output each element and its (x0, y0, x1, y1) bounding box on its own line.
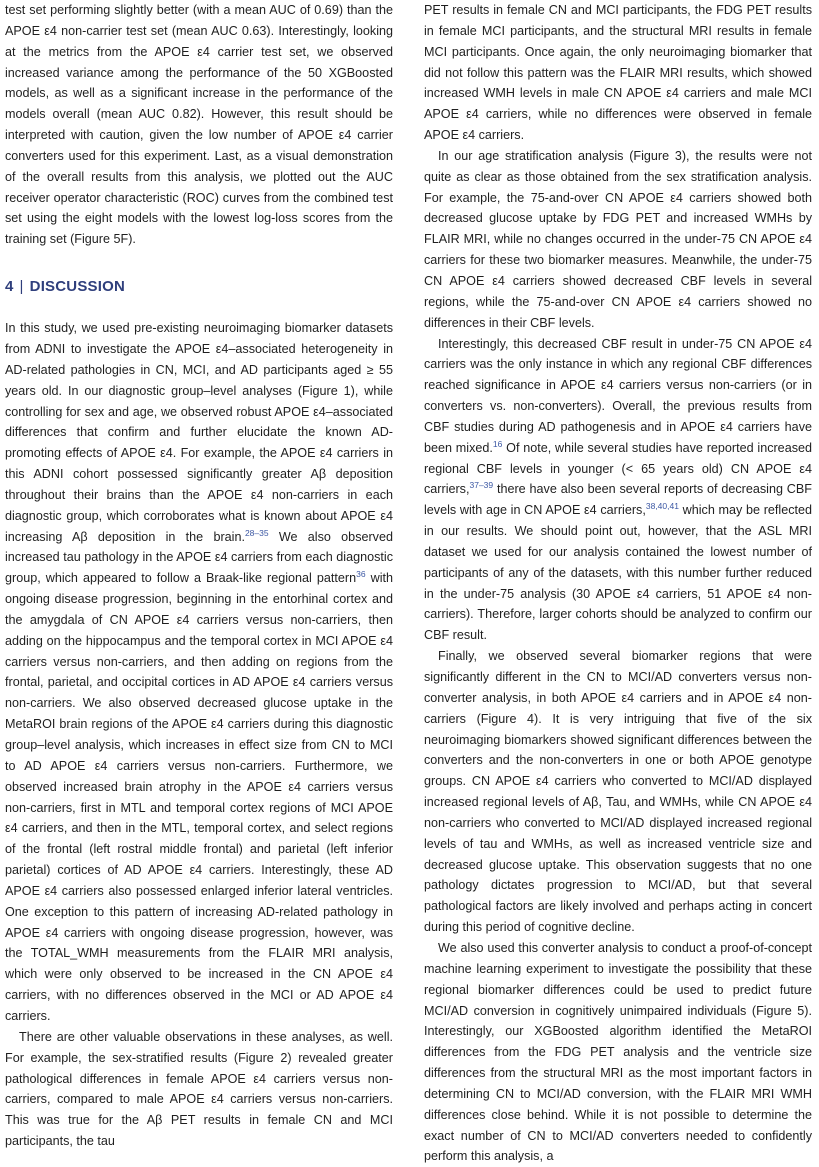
discussion-p4-text-a: Interestingly, this decreased CBF result in under-75 CN APOE ε4 carriers was the only instance in which any regional CBF differences reached significance in APOE ε4 carriers versus non-carriers (or in converters vs. non-converters). Overall, the previous results from CBF studies during AD pathogenesis and in APOE ε4 carriers have been mixed. (424, 336, 812, 455)
discussion-p4-text-c: there have also been several reports of decreasing CBF levels with age in CN APOE ε4 carriers, (424, 482, 812, 518)
citation-38-40-41[interactable]: 38,40,41 (645, 501, 679, 512)
discussion-paragraph-4 (424, 334, 812, 647)
discussion-paragraph-3: In our age stratification analysis (Figure 3), the results were not quite as clear as those obtained from the sex stratification analysis. For example, the 75-and-over CN APOE ε4 carriers showed both decreased glucose uptake by FDG PET and increased WMHs by FLAIR MRI, while no changes occurred in the under-75 CN APOE ε4 carriers for these two biomarker measures. Meanwhile, the under-75 CN APOE ε4 carriers showed decreased CBF levels in several regions, while the 75-and-over CN APOE ε4 carriers showed no differences in their CBF levels. (424, 148, 812, 330)
citation-37-39[interactable]: 37–39 (469, 480, 494, 491)
section-title: DISCUSSION (29, 278, 126, 296)
discussion-p4-text-b: Of note, while several studies have reported increased regional CBF levels in younger (< 65 years old) CN APOE ε4 carriers, (424, 440, 812, 497)
discussion-paragraph-6: We also used this converter analysis to conduct a proof-of-concept machine learning experiment to investigate the possibility that these regional biomarker differences could be used to predict future MCI/AD conversion in cognitively unimpaired individuals (Figure 5). Interestingly, our XGBoosted algorithm identified the MetaROI differences from the FDG PET analysis and the ventricle size differences from the structural MRI as the most important factors in determining CN to MCI/AD conversion, with the FLAIR MRI WMH differences close behind. While it is not possible to determine the exact number of CN to MCI/AD converters needed to confidently perform this analysis, a (424, 940, 812, 1164)
left-column (5, 0, 393, 1152)
discussion-p4-text-d: which may be reflected in our results. We should point out, however, that the ASL MRI dataset we used for our analysis contained the lowest number of participants of any of the datasets, with this number further reduced in the under-75 analysis (30 APOE ε4 carriers, 51 APOE ε4 non-carriers). Therefore, larger cohorts should be analyzed to confirm our CBF result. (424, 503, 813, 643)
discussion-p1-text-b: We also observed increased tau pathology in the APOE ε4 carriers from each diagnostic group, which appeared to follow a Braak-like regional pattern (5, 529, 393, 586)
right-column (424, 0, 812, 1167)
discussion-paragraph-5: Finally, we observed several biomarker regions that were significantly different in the CN to MCI/AD converters versus non-converter analysis, in both APOE ε4 carriers and in APOE ε4 non-carriers (Figure 4). It is very intriguing that five of the six neuroimaging biomarkers showed significant differences between the converters and the non-converters in one or both APOE genotype groups. CN APOE ε4 carriers who converted to MCI/AD displayed increased regional levels of Aβ, Tau, and WMHs, while CN APOE ε4 non-carriers who converted to MCI/AD displayed increased regional levels of tau and WMHs, as well as increased ventricle size and decreased glucose uptake. This observation suggests that no one pathology dictates progression to MCI/AD, but that several pathological factors are likely involved and perhaps acting in concert during this period of cognitive decline. (424, 649, 812, 935)
discussion-p1-text-c: with ongoing disease progression, beginning in the entorhinal cortex and the amygdala of CN APOE ε4 carriers versus non-carriers, then adding on the hippocampus and the temporal cortex in MCI APOE ε4 carriers versus non-carriers, and then adding on regions from the frontal, parietal, and occipital cortices in AD APOE ε4 carriers versus non-carriers. We also observed decreased glucose uptake in the MetaROI brain regions of the APOE ε4 carriers during this diagnostic group–level analysis, which increases in effect size from CN to MCI to AD APOE ε4 carriers versus non-carriers. Furthermore, we observed increased brain atrophy in the APOE ε4 carriers versus non-carriers, first in MTL and temporal cortex regions of MCI APOE ε4 carriers, and then in the MTL, temporal cortex, and select regions of the frontal (left rostral middle frontal) and parietal (left inferior parietal) cortices of AD APOE ε4 carriers. Interestingly, these AD APOE ε4 carriers also possessed enlarged inferior lateral ventricles. One exception to this pattern of increasing AD-related pathology in APOE ε4 carriers with ongoing disease progression, however, was the TOTAL_WMH measurements from the FLAIR MRI analysis, which were only observed to be increased in the CN APOE ε4 carriers, with no differences observed in the MCI or AD APOE ε4 carriers. (5, 571, 393, 1023)
citation-36[interactable]: 36 (356, 569, 366, 580)
section-number: 4 (5, 278, 14, 296)
section-separator: | (19, 278, 24, 296)
results-paragraph-end: test set performing slightly better (with a mean AUC of 0.69) than the APOE ε4 non-carrier test set (mean AUC 0.63). Interestingly, looking at the metrics from the APOE ε4 carrier test set, we observed increased variance among the performance of the 50 XGBoosted models, as well as a significant increase in the performance of the models overall (mean AUC 0.82). However, this result should be interpreted with caution, given the low number of APOE ε4 carrier converters used for this experiment. Last, as a visual demonstration of the overall results from this analysis, we plotted out the AUC receiver operator characteristic (ROC) curves from the combined test set using the eight models with the lowest log-loss scores from the training set (Figure 5F). (5, 3, 393, 247)
citation-28-35[interactable]: 28–35 (244, 527, 269, 538)
discussion-paragraph-1 (5, 318, 393, 1027)
citation-16[interactable]: 16 (492, 438, 503, 449)
discussion-p1-text-a: In this study, we used pre-existing neuroimaging biomarker datasets from ADNI to investigate the APOE ε4–associated heterogeneity in AD-related pathologies in CN, MCI, and AD participants aged ≥ 55 years old. In our diagnostic group–level analyses (Figure 1), while controlling for sex and age, we observed robust APOE ε4–associated differences that confirm and further elucidate the known AD-promoting effects of APOE ε4. For example, the APOE ε4 carriers in this ADNI cohort possessed significantly greater Aβ deposition throughout their brains than the APOE ε4 non-carriers in each diagnostic group, which corroborates what is known about APOE ε4 increasing Aβ deposition in the brain. (5, 321, 393, 544)
discussion-paragraph-2: There are other valuable observations in these analyses, as well. For example, the sex-stratified results (Figure 2) revealed greater pathological differences in female APOE ε4 carriers versus non-carriers, compared to male APOE ε4 carriers versus non-carriers. This was true for the Aβ PET results in female CN and MCI participants, the tau (5, 1029, 393, 1149)
discussion-paragraph-2-continued: PET results in female CN and MCI participants, the FDG PET results in female MCI participants, and the structural MRI results in female MCI participants. Once again, the only neuroimaging biomarker that did not follow this pattern was the FLAIR MRI results, which showed increased WMH levels in male CN APOE ε4 carriers and male MCI APOE ε4 carriers, while no differences were observed in female APOE ε4 carriers. (424, 3, 812, 143)
section-heading-discussion (5, 277, 393, 297)
